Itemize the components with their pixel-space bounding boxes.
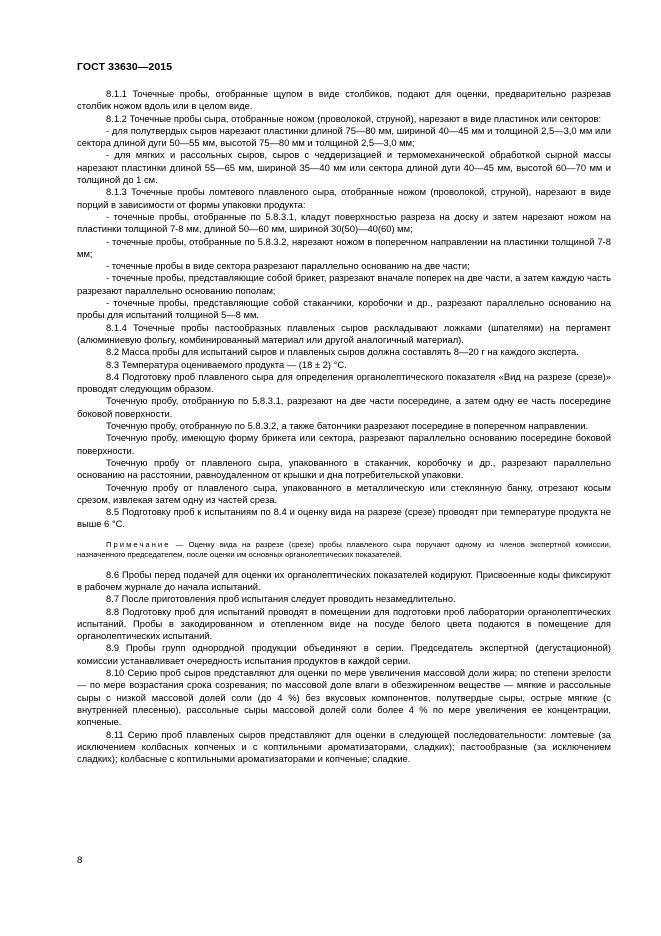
paragraph: - для мягких и рассольных сыров, сыров с чеддеризацией и термомеханической обработкой сырной массы нарезают пластинки длиной 55—65 мм, шириной 35—40 мм или сектора длиной дуги 40—45 мм, высотой 60—70 мм и толщиной до 1 см.	[77, 149, 611, 186]
paragraph: - точечные пробы, представляющие собой брикет, разрезают вначале поперек на две части, а затем каждую часть разрезают параллельно основанию пополам;	[77, 272, 611, 296]
paragraph: Точечную пробу от плавленого сыра, упакованного в металлическую или стеклянную банку, отрезают косым срезом, извлекая затем одну из частей среза.	[77, 481, 611, 505]
paragraph: 8.7 После приготовления проб испытания следует проводить незамедлительно.	[106, 593, 456, 605]
paragraph: - точечные пробы, отобранные по 5.8.3.1, кладут поверхностью разреза на доску и затем нарезают ножом на пластинки толщиной 7-8 мм, длиной 50—60 мм, шириной 30(50)—40(60) мм;	[77, 210, 611, 235]
note-label: Примечание	[106, 539, 171, 549]
paragraph: - точечные пробы, отобранные по 5.8.3.2, нарезают ножом в поперечном направлении на пластинки толщиной 7-8 мм;	[77, 235, 611, 259]
paragraph: 8.11 Серию проб плавленых сыров представляют для оценки в следующей последовательности: ломтевые (за исключением колбасных копченых и с коптильными ароматизаторами, сладких); пастообразные (за исключением сладких); колбасные с коптильными ароматизаторами и копченые; сладкие.	[77, 728, 611, 765]
paragraph: 8.1.3 Точечные пробы ломтевого плавленого сыра, отобранные ножом (проволокой, струной), нарезают в виде порций в зависимости от формы упаковки продукта:	[77, 186, 611, 210]
page-header: ГОСТ 33630—2015	[77, 61, 173, 73]
page-number: 8	[77, 855, 83, 866]
paragraph: Точечную пробу от плавленого сыра, упакованного в стаканчик, коробочку и др., разрезают параллельно основанию на расстоянии, равноудаленном от крышки и дна потребительской упаковки.	[77, 456, 611, 481]
paragraph: - точечные пробы в виде сектора разрезают параллельно основанию на две части;	[106, 260, 470, 272]
paragraph: 8.4 Подготовку проб плавленого сыра для определения органолептического показателя «Вид на разрезе (срезе)» проводят следующим образом.	[77, 370, 611, 395]
paragraph: Точечную пробу, отобранную по 5.8.3.2, а также батончики разрезают посередине в поперечном направлении.	[106, 420, 589, 432]
paragraph: 8.8 Подготовку проб для испытаний проводят в помещении для подготовки проб лаборатории органолептических испытаний. Пробы в закодированном и отепленном виде на посуде белого цвета подаются в помещение для органолептических испытаний.	[77, 605, 611, 642]
note-text: — Оценку вида на разрезе (срезе) пробы плавленого сыра поручают одному из членов экспертной комиссии, назначенного председателем, после оценки им основных органолептических показателей.	[77, 539, 611, 560]
paragraph: 8.5 Подготовку проб к испытаниям по 8.4 и оценку вида на разрезе (срезе) проводят при температуре продукта не выше 6 °С.	[77, 506, 611, 530]
paragraph: Точечную пробу, отобранную по 5.8.3.1, разрезают на две части посередине, а затем одну ее часть посередине боковой поверхности.	[77, 395, 611, 419]
paragraph: - точечные пробы, представляющие собой стаканчики, коробочки и др., разрезают параллельно основанию на пробы для испытаний толщиной 5—8 мм.	[77, 297, 611, 321]
paragraph: 8.9 Пробы групп однородной продукции объединяют в серии. Председатель экспертной (дегустационной) комиссии устанавливает очередность испытания продуктов в каждой серии.	[77, 642, 611, 666]
paragraph: - для полутвердых сыров нарезают пластинки длиной 75—80 мм, шириной 40—45 мм и толщиной 2,5—3,0 мм или сектора длиной дуги 50—55 мм, высотой 75—80 мм и толщиной 2,5—3,0 мм;	[77, 124, 611, 149]
paragraph: 8.6 Пробы перед подачей для оценки их органолептических показателей кодируют. Присвоенные коды фиксируют в рабочем журнале до начала испытаний.	[77, 568, 611, 592]
paragraph: 8.1.4 Точечные пробы пастообразных плавленых сыров раскладывают ложками (шпателями) на пергамент (алюминиевую фольгу, комбинированный материал или другой аналогичный материал).	[77, 321, 611, 345]
paragraph: 8.1.1 Точечные пробы, отобранные щупом в виде столбиков, подают для оценки, предварительно разрезав столбик ножом вдоль или в целом виде.	[77, 88, 611, 112]
paragraph: 8.10 Серию проб сыров представляют для оценки по мере увеличения массовой доли жира; по степени зрелости — по мере возрастания срока созревания; по массовой доле влаги в обезжиренном веществе — мягкие и рассольные сыры с низкой массовой долей соли (до 4 %) без вкусовых компонентов, полутвердые сыры, острые мягкие (с внутренней плесенью), рассольные сыры массовой долей соли более 4 % по мере увеличения ее концентрации, копченые.	[77, 667, 611, 728]
paragraph: 8.3 Температура оцениваемого продукта — (18 ± 2) °С.	[106, 358, 347, 370]
document-body	[77, 88, 611, 765]
paragraph: 8.1.2 Точечные пробы сыра, отобранные ножом (проволокой, струной), нарезают в виде пластинок или секторов:	[106, 112, 602, 124]
paragraph: Точечную пробу, имеющую форму брикета или сектора, разрезают параллельно основанию посередине боковой поверхности.	[77, 432, 611, 456]
note	[77, 540, 611, 561]
paragraph: 8.2 Масса пробы для испытаний сыров и плавленых сыров должна составлять 8—20 г на каждого эксперта.	[106, 346, 579, 358]
